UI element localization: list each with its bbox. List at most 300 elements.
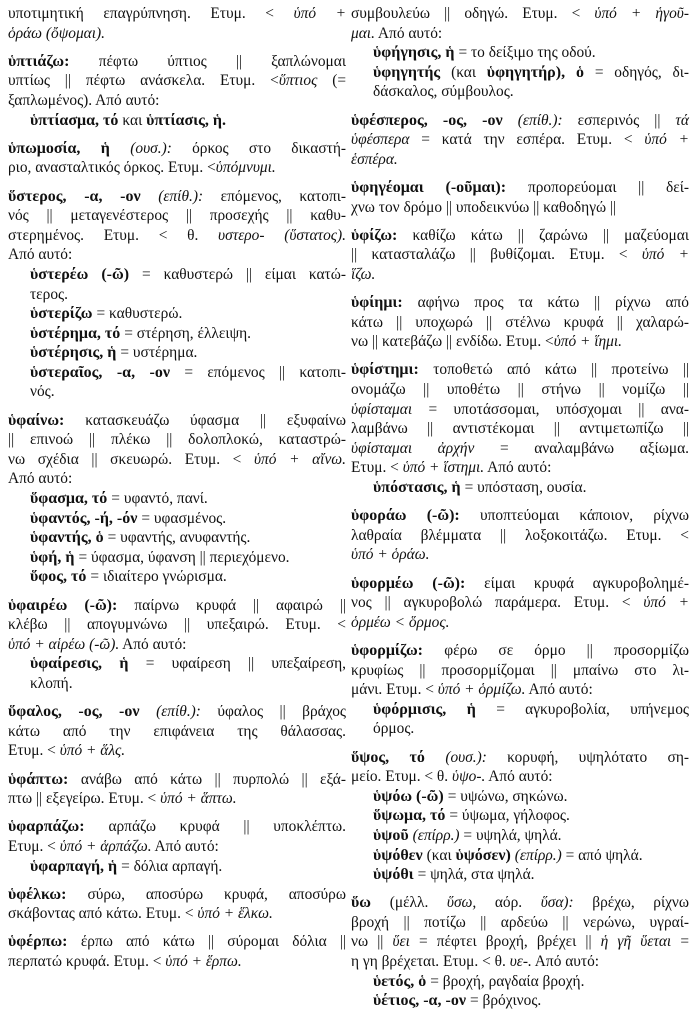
headword: ὑφαρπαγή, ἡ [30,857,122,875]
text-line [8,430,346,450]
text-line [30,304,346,324]
definition-text: Από αυτό: [525,681,593,699]
text-line [351,150,689,170]
text-line [8,226,346,246]
text-line [8,139,346,159]
definition-text: νος || αγκυροβολώ παράμερα. Ετυμ. < [351,594,644,612]
text-line [30,285,346,305]
definition-text: ανάβω από κάτω || πυρπολώ || εξά- [80,770,346,788]
dictionary-entry [8,139,346,178]
text-line [373,700,689,720]
definition-text: η γη βρέχεται. Ετυμ. < θ. [351,953,510,971]
definition-text: υπτίως || πέφτω ανάσκελα. Ετυμ. < [8,72,279,90]
text-line [351,380,689,400]
dictionary-entry [8,187,346,403]
text-line [351,641,689,661]
text-line [8,245,346,265]
text-line [30,509,346,529]
text-line [8,450,346,470]
italic-text: ὁράω (ὄψομαι). [8,24,106,42]
text-line [373,972,689,992]
entry-body [351,641,689,700]
headword: ὑφαντός, -ή, -όν [30,509,142,527]
headword: ὑφοράω (-ῶ): [351,507,480,525]
text-line [8,52,346,72]
definition-text: Από αυτό: [374,24,443,42]
italic-text: τά [675,111,690,129]
entry-body [351,360,689,478]
definition-text: = καθυστερώ. [96,305,183,323]
italic-text: (επίθ.): [517,111,578,129]
headword: ὑφέλκω: [8,885,88,903]
dictionary-entry [351,641,689,739]
entry-body [8,596,346,655]
derivative-subentry [8,363,346,402]
derivative-subentry [8,548,346,568]
definition-text: κρυφίως || προσορμίζομαι || μπαίνω στο λι- [351,661,689,679]
text-line [351,178,689,198]
entry-body [8,885,346,924]
definition-text: = επόμενος || κατοπι- [184,363,346,381]
definition-text: = οδηγός, δι- [594,63,690,81]
dictionary-entry [8,770,346,809]
text-line [351,265,689,285]
headword: ὑψόθι [373,866,418,884]
text-line [8,91,346,111]
text-line [8,932,346,952]
definition-text: αόρ. [476,894,541,912]
headword: ὑπτίασμα, τό [30,111,123,129]
headword: ὑφίημι: [351,294,418,312]
text-line [8,837,346,857]
italic-text: ὑφίσταμαι ἀρχήν [351,439,475,457]
headword: ὑψοῦ [373,826,413,844]
definition-text: = ύψωμα, γήλοφος. [449,807,570,825]
headword: ὑφαίρεσις, ἡ [30,655,146,673]
text-line [8,71,346,91]
definition-text: τερος. [30,285,68,303]
italic-text: ὑφέσπερα [351,131,410,149]
italic-text: (επίρρ.) [514,846,562,864]
definition-text: κλέβω || απογυμνώνω || υπεξαιρώ. Ετυμ. < [8,616,346,634]
italic-text: ὑπό + ὁρμίζω. [437,681,526,699]
italic-text: (επίθ.): [158,187,221,205]
text-line [30,489,346,509]
italic-text: ὑπόμνυμι. [215,159,276,177]
text-line [351,913,689,933]
definition-text: έρπω από κάτω || σύρομαι δόλια || [80,933,347,951]
derivative-subentry [8,857,346,877]
text-line [30,111,346,131]
entry-body [8,411,346,489]
definition-text: Από αυτό: [8,470,73,488]
headword: ὑφέσπερος, -ος, -ον [351,111,518,129]
text-line [351,661,689,681]
derivative-subentry [8,265,346,304]
derivative-subentry [351,43,689,63]
italic-text: ὑπό + ἁρπάζω. [59,837,152,855]
derivative-subentry [8,509,346,529]
definition-text: = υψηλά, ψηλά. [459,826,562,844]
text-line [8,722,346,742]
definition-text: = [671,933,690,951]
text-line [8,885,346,905]
definition-text: μάνι. Ετυμ. < [351,681,438,699]
italic-text: ὑφίσταμαι [351,400,413,418]
text-line [8,952,346,972]
definition-text: σκάβοντας από κάτω. Ετυμ. < [8,905,198,923]
text-line [351,545,689,565]
text-line [30,674,346,694]
definition-text: καθίζω κάτω || ζαρώνω || μαζεύομαι [412,226,689,244]
definition-text: = ιδιαίτερο γνώρισμα. [90,568,227,586]
definition-text: Ετυμ. < [8,837,60,855]
entry-body [8,4,346,43]
headword: ὑψόθεν [373,846,427,864]
dictionary-entry [8,885,346,924]
text-line [8,741,346,761]
definition-text: ριο, ανασταλτικός όρκος. Ετυμ. < [8,159,216,177]
headword: ὕφαλος, -ος, -ον [8,703,157,721]
definition-text: νός || μεταγενέστερος || προσεχής || καθυ- [8,207,346,225]
entry-body [8,139,346,178]
text-line [8,206,346,226]
headword: ὑφαρπάζω: [8,818,109,836]
definition-text: μείο. Ετυμ. < θ. [351,768,452,786]
definition-text: αφήνω προς τα κάτω || ρίχνω από [417,294,690,312]
headword: ὑπόστασις, ἡ [373,479,465,497]
definition-text: προπορεύομαι || δεί- [527,178,689,196]
definition-text: Ετυμ. < [8,742,60,760]
italic-text: ὑπό + ὁράω. [351,546,430,564]
derivative-subentry [8,111,346,131]
definition-text: ονομάζω || υποθέτω || στήνω || νομίζω || [351,381,689,399]
entry-body [351,506,689,565]
text-line [8,4,346,24]
dictionary-entry [351,111,689,170]
definition-text: || κατασταλάζω || βυθίζομαι. Ετυμ. < [351,246,642,264]
derivative-subentry [351,991,689,1011]
entry-body [351,293,689,352]
italic-text: μαι. [351,24,375,42]
dictionary-entry [351,574,689,633]
text-line [373,787,689,807]
headword: ὑφηγέομαι (-οῦμαι): [351,178,528,196]
derivative-subentry [351,826,689,846]
headword: ὑφίζω: [351,226,413,244]
dictionary-entry [351,293,689,352]
text-line [8,615,346,635]
headword: ὑφαντής, ὁ [30,529,108,547]
definition-text: (= [317,72,346,90]
text-line [8,789,346,809]
text-line [351,458,689,478]
definition-text: περπατώ κρυφά. Ετυμ. < [8,953,166,971]
definition-text: λαθραία βλέμματα || λοξοκοιτάζω. Ετυμ. < [351,526,689,544]
dictionary-entry [8,817,346,876]
definition-text: υποπτεύομαι κάποιον, ρίχνω [479,507,689,525]
dictionary-entry [8,596,346,694]
definition-text: κλοπή. [30,674,73,692]
text-line [351,526,689,546]
text-line [351,952,689,972]
italic-text: ἡ γῆ ὕεται [600,933,672,951]
definition-text: Από αυτό: [119,635,187,653]
dictionary-entry [351,226,689,285]
derivative-subentry [351,787,689,807]
headword: ὕψος, τό [351,748,446,766]
dictionary-entry [351,4,689,102]
headword: ὑφέρπω: [8,933,81,951]
definition-text: = κατά την εσπέρα. Ετυμ. < [409,131,645,149]
text-line [351,932,689,952]
entry-body [351,226,689,285]
headword: ὑστέρημα, τό [30,324,125,342]
text-line [8,469,346,489]
headword: ὑψόω (-ῶ) [373,787,448,805]
definition-text: Από αυτό: [485,768,553,786]
definition-text: = υστέρημα. [120,344,198,362]
definition-text: = από ψηλά. [561,846,643,864]
text-line [373,826,689,846]
derivative-subentry [8,343,346,363]
definition-text: αρπάζω κρυφά || υποκλέπτω. [108,818,346,836]
definition-text: κάτω από την επιφάνεια της θάλασσας. [8,722,346,740]
headword: ὑπωμοσία, ἡ [8,139,131,157]
text-line [373,991,689,1011]
italic-text: (επίρρ.) [412,826,460,844]
text-line [351,400,689,420]
definition-text: εσπερινός || [577,111,676,129]
italic-text: ὑψο-. [452,768,486,786]
headword: ὑφαίνω: [8,411,86,429]
definition-text: = ψηλά, στα ψηλά. [417,866,535,884]
derivative-subentry [351,478,689,498]
text-line [351,24,689,44]
headword: ὕω [351,894,390,912]
headword: ὑφηγητής [373,63,452,81]
headword: ὑφηγητήρ), ὁ [486,63,595,81]
entry-body [351,4,689,43]
definition-text: = το δείξιμο της οδού. [458,44,596,62]
definition-text: Από αυτό: [8,246,73,264]
definition-text: φέρω σε όρμο || προσορμίζω [444,641,689,659]
headword: ὑπτίασις, ἡ. [146,111,226,129]
derivative-subentry [8,528,346,548]
text-line [351,767,689,787]
text-line [30,548,346,568]
definition-text: χνω τον δρόμο || υποδεικνύω || καθοδηγώ || [351,198,617,216]
definition-text: = δόλια αρπαγή. [121,857,223,875]
headword: ὑφόρμισις, ἡ [373,700,497,718]
entry-body [8,932,346,971]
italic-text: ὑπό + ἵημι. [553,333,623,351]
text-line [351,613,689,633]
text-line [8,904,346,924]
headword: ὑφορμίζω: [351,641,445,659]
text-line [30,857,346,877]
italic-text: ὑπό + ἅπτω. [160,790,237,808]
definition-text: επόμενος, κατοπι- [220,187,346,205]
text-line [351,574,689,594]
definition-text: και [122,111,147,129]
definition-text: = ύφασμα, ύφανση || περιεχόμενο. [78,548,290,566]
headword: ὕφασμα, τό [30,490,112,508]
dictionary-entry [8,52,346,130]
text-line [351,893,689,913]
entry-body [8,52,346,111]
italic-text: (επίθ.): [156,703,218,721]
italic-text: ὕσα): [540,894,574,912]
derivative-subentry [351,806,689,826]
derivative-subentry [351,865,689,885]
text-line [351,226,689,246]
headword: ὑέτιος, -α, -ον [373,992,470,1010]
dictionary-entry [351,360,689,497]
headword: ὑετός, ὁ [373,972,431,990]
derivative-subentry [8,567,346,587]
definition-text: = αγκυροβολία, υπήνεμος [496,700,689,718]
derivative-subentry [8,324,346,344]
headword: ὑφήγησις, ἡ [373,44,459,62]
definition-text: κορυφή, υψηλότατο ση- [507,748,689,766]
text-line [373,719,689,739]
text-line [351,506,689,526]
definition-text: νω || [351,933,393,951]
text-line [30,382,346,402]
dictionary-entry [8,411,346,587]
definition-text: || επινοώ || πλέκω || δολοπλοκώ, καταστρώ- [8,431,346,449]
definition-text: = πέφτει βροχή, βρέχει || [409,933,601,951]
definition-text: ξαπλωμένος). Από αυτό: [8,91,160,109]
text-line [351,332,689,352]
definition-text: νω σχέδια || σκευωρώ. Ετυμ. < [8,450,254,468]
definition-text: κατασκευάζω ύφασμα || εξυφαίνω [85,411,346,429]
text-line [373,478,689,498]
text-line [30,654,346,674]
text-line [8,187,346,207]
italic-text: ὑπό + ἵστημι. [402,459,485,477]
derivative-subentry [351,846,689,866]
definition-text: όρκος στο δικαστή- [192,139,346,157]
definition-text: (και [426,846,456,864]
entry-body [351,178,689,217]
definition-text: = υφαίρεση || υπεξαίρεση, [145,655,347,673]
text-line [351,748,689,768]
italic-text: ἑσπέρα. [351,150,398,168]
italic-text: ὑπό + ἡγοῦ- [594,5,689,22]
text-line [373,43,689,63]
text-line [351,593,689,613]
definition-text: είμαι κρυφά αγκυροβολημέ- [484,574,689,592]
text-line [351,419,689,439]
entry-body [351,893,689,971]
text-line [351,360,689,380]
definition-text: = βρόχινος. [469,992,542,1010]
headword: ὑφορμέω (-ῶ): [351,574,485,592]
italic-text: ὕει [392,933,410,951]
definition-text: Από αυτό: [531,953,600,971]
definition-text: βροχή || ποτίζω || αρδεύω || νερώνω, υγραί- [351,913,689,931]
definition-text: πτω || εξεγείρω. Ετυμ. < [8,790,161,808]
headword: ὑψόσεν) [455,846,515,864]
italic-text: ὑπό + [293,5,347,22]
text-line [351,313,689,333]
headword: ὑφάπτω: [8,770,81,788]
headword: ὕστερος, -α, -ον [8,187,159,205]
dictionary-entry [351,893,689,1011]
text-line [8,24,346,44]
headword: ὑφαιρέω (-ῶ): [8,596,135,614]
dictionary-entry [8,932,346,971]
entry-body [8,770,346,809]
italic-text: ὑπό + αἴνω. [253,450,346,468]
definition-text: δάσκαλος, σύμβουλος. [373,83,514,101]
headword: ὑστεραῖος, -α, -ον [30,363,185,381]
definition-text: όρμος. [373,720,415,738]
definition-text: = υψώνω, σηκώνω. [447,787,568,805]
italic-text: υστερο- (ὕστατος). [218,226,346,244]
headword: ὕφος, τό [30,568,91,586]
definition-text: ύφαλος || βράχος [217,703,346,721]
text-line [351,198,689,218]
text-line [351,4,689,24]
definition-text: λαμβάνω || αντιστέκομαι || αντιμετωπίζω || [351,420,689,438]
italic-text: υε-. [509,953,532,971]
headword: ὕψωμα, τό [373,807,450,825]
italic-text: ὁρμέω < ὅρμος. [351,613,450,631]
text-line [351,130,689,150]
definition-text: κάτω || υποχωρώ || στέλνω κρυφά || χαλαρώ- [351,313,689,331]
dictionary-entry [351,506,689,565]
derivative-subentry [8,654,346,693]
headword: ὑστερέω (-ῶ) [30,265,143,283]
definition-text: πέφτω ύπτιος || ξαπλώνομαι [98,52,347,70]
italic-text: ὑπό + αἱρέω (-ῶ). [8,635,120,653]
derivative-subentry [8,489,346,509]
italic-text: ὕπτιος [278,72,318,90]
definition-text: σύρω, αποσύρω κρυφά, αποσύρω [87,885,346,903]
italic-text: (ουσ.): [130,139,193,157]
entry-body [8,702,346,761]
text-line [351,439,689,459]
derivative-subentry [8,304,346,324]
entry-body [8,187,346,265]
definition-text: = βροχή, ραγδαία βροχή. [430,972,585,990]
text-line [8,702,346,722]
definition-text: (μέλλ. [389,894,447,912]
definition-text: = υφαντής, ανυφαντής. [107,529,251,547]
text-line [8,817,346,837]
definition-text: = υφαντό, πανί. [111,490,208,508]
text-line [30,324,346,344]
text-line [373,63,689,83]
definition-text: νός. [30,383,55,401]
left-column [8,4,346,980]
dictionary-entry [351,178,689,217]
headword: ὑφίστημι: [351,361,434,379]
derivative-subentry [351,63,689,102]
text-line [351,111,689,131]
text-line [8,770,346,790]
definition-text: = καθυστερώ || είμαι κατώ- [142,265,346,283]
definition-text: βρέχω, ρίχνω [573,894,690,912]
definition-text: συμβουλεύω || οδηγώ. Ετυμ. < [351,5,595,22]
definition-text: = υφασμένος. [141,509,227,527]
text-line [373,865,689,885]
headword: ὑπτιάζω: [8,52,99,70]
definition-text: (και [451,63,487,81]
